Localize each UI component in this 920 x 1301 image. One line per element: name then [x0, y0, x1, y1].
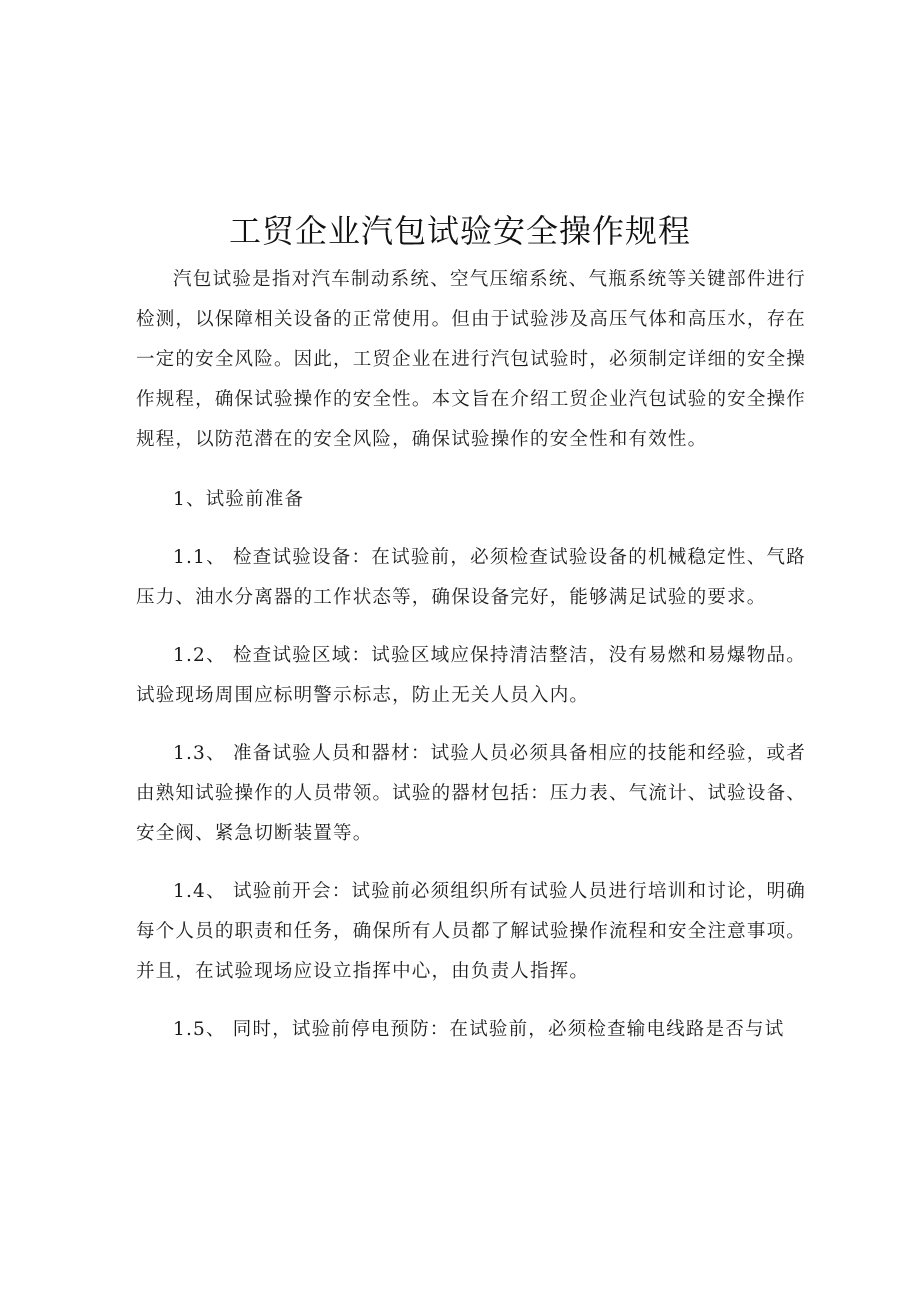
document-title: 工贸企业汽包试验安全操作规程 — [228, 212, 691, 250]
list-item: 1.4、 试验前开会：试验前必须组织所有试验人员进行培训和讨论，明确每个人员的职责和任务，确保所有人员都了解试验操作流程和安全注意事项。并且，在试验现场应设立指挥中心，由负责人指挥。 — [136, 881, 806, 982]
list-item: 1.2、 检查试验区域：试验区域应保持清洁整洁，没有易燃和易爆物品。试验现场周围应标明警示标志，防止无关人员入内。 — [136, 645, 806, 706]
list-item: 1.3、 准备试验人员和器材：试验人员必须具备相应的技能和经验，或者由熟知试验操作的人员带领。试验的器材包括：压力表、气流计、试验设备、安全阀、紧急切断装置等。 — [136, 743, 806, 844]
list-item: 1.5、 同时，试验前停电预防：在试验前，必须检查输电线路是否与试 — [173, 1019, 785, 1040]
list-item: 1.1、 检查试验设备：在试验前，必须检查试验设备的机械稳定性、气路压力、油水分离器的工作状态等，确保设备完好，能够满足试验的要求。 — [136, 547, 806, 608]
intro-paragraph: 汽包试验是指对汽车制动系统、空气压缩系统、气瓶系统等关键部件进行检测，以保障相关设备的正常使用。但由于试验涉及高压气体和高压水，存在一定的安全风险。因此，工贸企业在进行汽包试验时，必须制定详细的安全操作规程，确保试验操作的安全性。本文旨在介绍工贸企业汽包试验的安全操作规程，以防范潜在的安全风险，确保试验操作的安全性和有效性。 — [136, 269, 806, 450]
document-body — [136, 260, 806, 1068]
section-heading: 1、试验前准备 — [173, 489, 305, 510]
